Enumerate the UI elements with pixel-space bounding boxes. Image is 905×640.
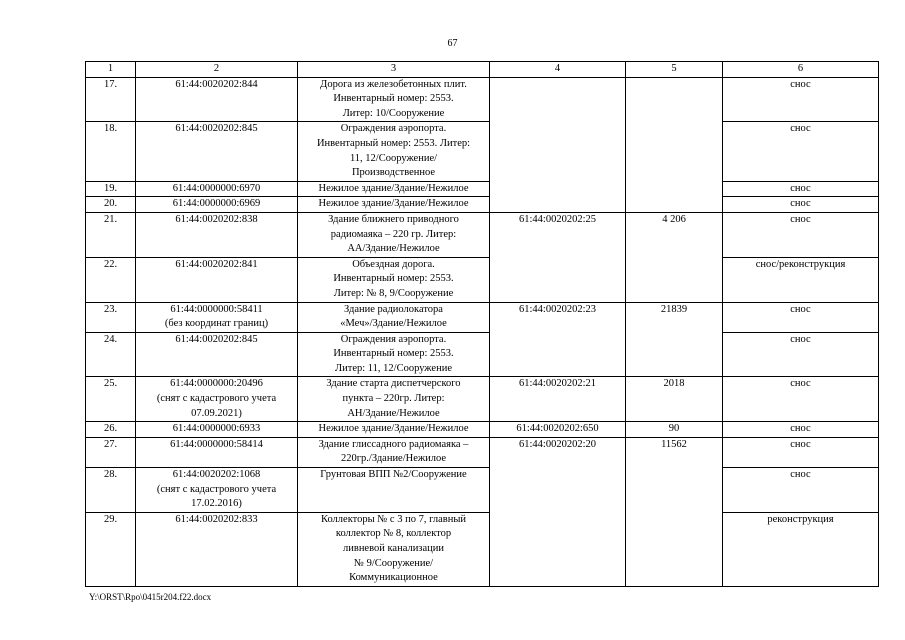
planned-action: снос: [723, 422, 879, 438]
row-number: 28.: [86, 468, 136, 513]
header-cell-3: 3: [298, 62, 490, 78]
table-row: [86, 302, 879, 332]
object-description: Грунтовая ВПП №2/Сооружение: [298, 468, 490, 513]
planned-action: снос: [723, 122, 879, 181]
object-description: Здание ближнего приводного радиомаяка – 220 гр. Литер: АА/Здание/Нежилое: [298, 212, 490, 257]
table-row: [86, 512, 879, 586]
cadastral-number: 61:44:0020202:838: [136, 212, 298, 257]
cadastral-number: 61:44:0000000:58414: [136, 437, 298, 467]
table-row: [86, 197, 879, 213]
header-cell-5: 5: [626, 62, 723, 78]
cadastral-number: 61:44:0020202:845: [136, 332, 298, 377]
row-number: 17.: [86, 77, 136, 122]
table-row: [86, 377, 879, 422]
parcel-area: 4 206: [626, 212, 723, 302]
table-row: [86, 77, 879, 122]
table-row: [86, 468, 879, 513]
cadastral-number: 61:44:0000000:6970: [136, 181, 298, 197]
cadastral-number: 61:44:0020202:844: [136, 77, 298, 122]
parcel-number: 61:44:0020202:21: [490, 377, 626, 422]
planned-action: снос: [723, 302, 879, 332]
planned-action: снос: [723, 77, 879, 122]
row-number: 20.: [86, 197, 136, 213]
planned-action: снос/реконструкция: [723, 257, 879, 302]
planned-action: снос: [723, 377, 879, 422]
planned-action: снос: [723, 212, 879, 257]
object-description: Здание старта диспетчерского пункта – 220гр. Литер: АН/Здание/Нежилое: [298, 377, 490, 422]
cadastral-number: 61:44:0000000:58411 (без координат границ): [136, 302, 298, 332]
page-number: 67: [447, 38, 458, 49]
parcel-area: 90: [626, 422, 723, 438]
object-description: Нежилое здание/Здание/Нежилое: [298, 422, 490, 438]
header-cell-1: 1: [86, 62, 136, 78]
object-description: Нежилое здание/Здание/Нежилое: [298, 181, 490, 197]
parcel-area-empty: [626, 77, 723, 212]
planned-action: снос: [723, 437, 879, 467]
object-description: Ограждения аэропорта. Инвентарный номер: 2553. Литер: 11, 12/Сооружение: [298, 332, 490, 377]
object-description: Здание глиссадного радиомаяка – 220гр./Здание/Нежилое: [298, 437, 490, 467]
objects-table: [85, 61, 879, 587]
object-description: Ограждения аэропорта. Инвентарный номер: 2553. Литер: 11, 12/Сооружение/ Производственное: [298, 122, 490, 181]
cadastral-number: 61:44:0000000:20496 (снят с кадастрового учета 07.09.2021): [136, 377, 298, 422]
row-number: 23.: [86, 302, 136, 332]
object-description: Дорога из железобетонных плит. Инвентарный номер: 2553. Литер: 10/Сооружение: [298, 77, 490, 122]
cadastral-number: 61:44:0000000:6969: [136, 197, 298, 213]
row-number: 19.: [86, 181, 136, 197]
parcel-area: 21839: [626, 302, 723, 377]
object-description: Нежилое здание/Здание/Нежилое: [298, 197, 490, 213]
header-cell-6: 6: [723, 62, 879, 78]
header-row: [86, 62, 879, 78]
table-row: [86, 122, 879, 181]
table-row: [86, 422, 879, 438]
parcel-number: 61:44:0020202:25: [490, 212, 626, 302]
cadastral-number: 61:44:0020202:841: [136, 257, 298, 302]
header-cell-4: 4: [490, 62, 626, 78]
table-row: [86, 332, 879, 377]
cadastral-number: 61:44:0020202:1068 (снят с кадастрового учета 17.02.2016): [136, 468, 298, 513]
table-row: [86, 181, 879, 197]
planned-action: снос: [723, 197, 879, 213]
row-number: 24.: [86, 332, 136, 377]
object-description: Объездная дорога. Инвентарный номер: 2553. Литер: № 8, 9/Сооружение: [298, 257, 490, 302]
table-row: [86, 437, 879, 467]
parcel-number: 61:44:0020202:23: [490, 302, 626, 377]
table-row: [86, 257, 879, 302]
row-number: 25.: [86, 377, 136, 422]
row-number: 18.: [86, 122, 136, 181]
cadastral-number: 61:44:0020202:833: [136, 512, 298, 586]
row-number: 27.: [86, 437, 136, 467]
row-number: 22.: [86, 257, 136, 302]
table-row: [86, 212, 879, 257]
header-cell-2: 2: [136, 62, 298, 78]
row-number: 21.: [86, 212, 136, 257]
row-number: 29.: [86, 512, 136, 586]
parcel-number: 61:44:0020202:20: [490, 437, 626, 586]
cadastral-number: 61:44:0000000:6933: [136, 422, 298, 438]
object-description: Коллекторы № с 3 по 7, главный коллектор № 8, коллектор ливневой канализации № 9/Сооружение/ Коммуникационное: [298, 512, 490, 586]
parcel-number-empty: [490, 77, 626, 212]
cadastral-number: 61:44:0020202:845: [136, 122, 298, 181]
row-number: 26.: [86, 422, 136, 438]
parcel-area: 2018: [626, 377, 723, 422]
parcel-area: 11562: [626, 437, 723, 586]
planned-action: снос: [723, 468, 879, 513]
file-path-footer: Y:\ORST\Rpo\0415r204.f22.docx: [89, 592, 212, 602]
planned-action: снос: [723, 181, 879, 197]
planned-action: снос: [723, 332, 879, 377]
object-description: Здание радиолокатора «Меч»/Здание/Нежилое: [298, 302, 490, 332]
parcel-number: 61:44:0020202:650: [490, 422, 626, 438]
planned-action: реконструкция: [723, 512, 879, 586]
